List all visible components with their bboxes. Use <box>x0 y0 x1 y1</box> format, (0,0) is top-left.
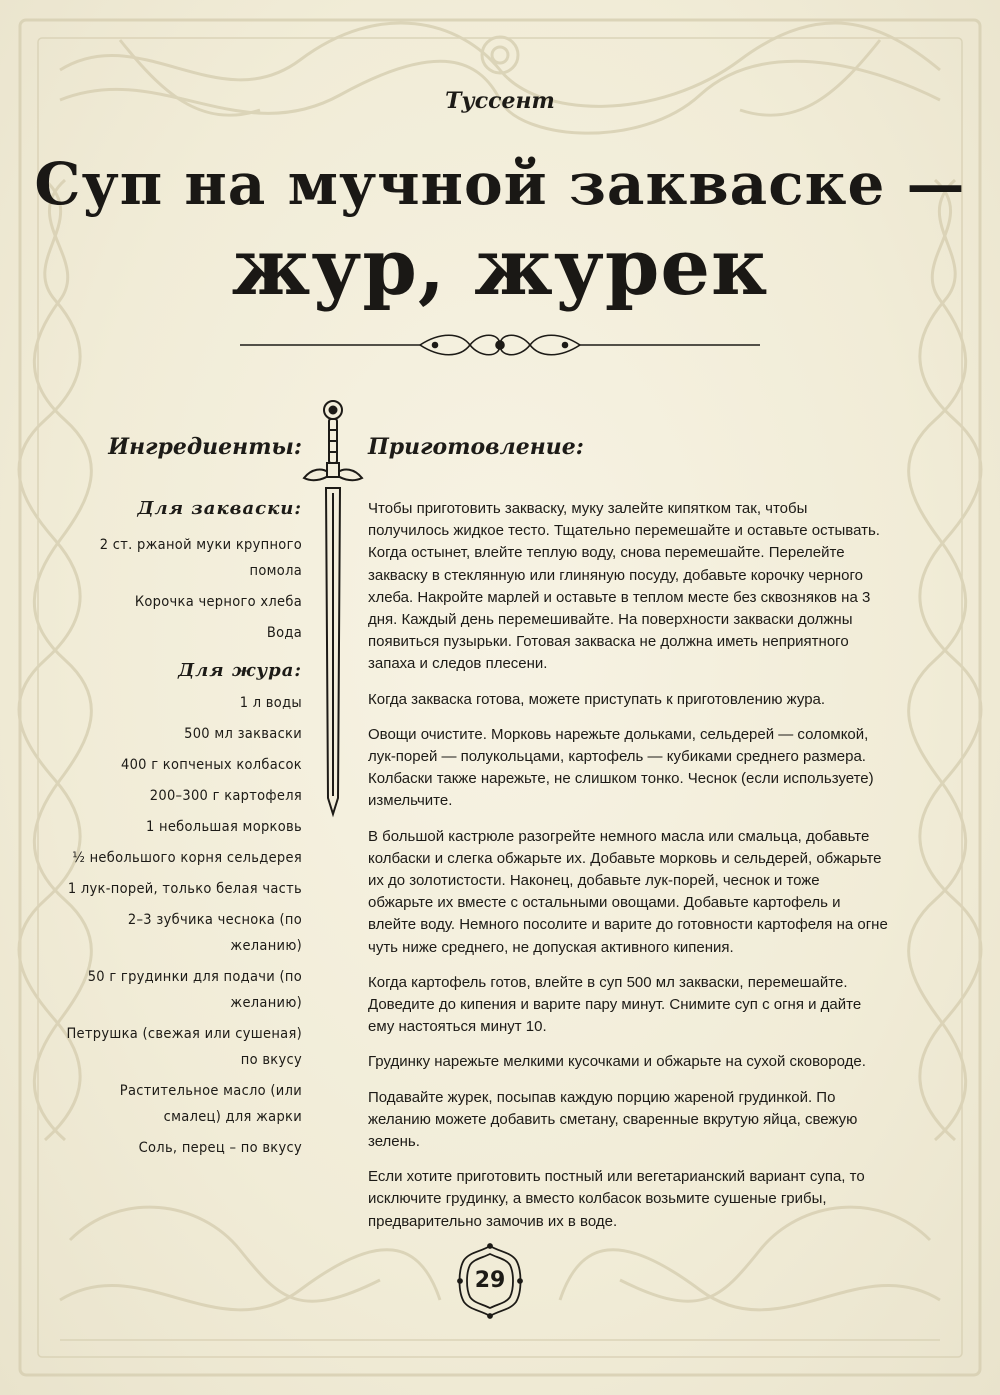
ingredient-item: ½ небольшого корня сельдерея <box>72 850 302 866</box>
ingredients-heading: Ингредиенты: <box>108 434 302 460</box>
recipe-title-line1: Суп на мучной закваске — <box>34 150 966 218</box>
ingredient-item: 1 лук-порей, только белая часть <box>67 881 302 897</box>
ingredient-item: 1 небольшая морковь <box>145 819 302 835</box>
preparation-step: Когда закваска готова, можете приступать к приготовлению жура. <box>368 690 826 708</box>
ingredient-item: 50 г грудинки для подачи (по желанию) <box>87 969 302 1011</box>
ingredient-item: 500 мл закваски <box>184 726 302 742</box>
preparation-step: Подавайте журек, посыпав каждую порцию жареной грудинкой. По желанию можете добавить сметану, сваренные вкрутую яйца, свежую зелень. <box>368 1088 858 1151</box>
ingredient-item: Соль, перец – по вкусу <box>138 1140 302 1156</box>
ingredient-item: Петрушка (свежая или сушеная) по вкусу <box>66 1026 302 1068</box>
section-tag: Туссент <box>445 88 555 114</box>
preparation-step: Овощи очистите. Морковь нарежьте дольками, сельдерей — соломкой, лук-порей — полукольцами, картофель — кубиками среднего размера. Колбаски также нарежьте, не слишком тонко. Чеснок (если используете) измельчите. <box>368 725 874 810</box>
preparation-step: Если хотите приготовить постный или вегетарианский вариант супа, то исключите грудинку, а вместо колбасок возьмите сушеные грибы, предварительно замочив их в воде. <box>368 1168 865 1230</box>
page-number: 29 <box>474 1268 506 1293</box>
title-divider-ornament <box>240 328 760 362</box>
ingredient-item: 2 ст. ржаной муки крупного помола <box>99 537 302 579</box>
preparation-step: Чтобы приготовить закваску, муку залейте кипятком так, чтобы получилось жидкое тесто. Тщательно перемешайте и оставьте остывать. Когда остынет, влейте теплую воду, снова перемешайте. Перелейте закваску в стеклянную или глиняную посуду, добавьте корочку черного хлеба. Накройте марлей и оставьте в теплом месте без сквозняков на 3 дня. Каждый день перемешивайте. На поверхности закваски должны появиться пузырьки. Готовая закваска не должна иметь неприятного запаха и следов плесени. <box>368 500 880 673</box>
ingredient-item: Вода <box>266 625 302 641</box>
ingredient-item: Корочка черного хлеба <box>134 594 302 610</box>
ingredient-item: 1 л воды <box>239 695 302 711</box>
sword-divider-icon <box>302 398 364 818</box>
preparation-column <box>368 432 888 1246</box>
starter-subheading: Для закваски: <box>137 498 302 519</box>
zhur-subheading: Для жура: <box>178 660 302 681</box>
ingredient-item: 400 г копченых колбасок <box>120 757 302 773</box>
preparation-step: В большой кастрюле разогрейте немного масла или смальца, добавьте колбаски и слегка обжарьте их. Добавьте морковь и сельдерей, обжарьте их до золотистости. Наконец, добавьте лук-порей, чеснок и тоже обжарьте их вместе с остальными овощами. Добавьте картофель и влейте воду. Немного посолите и варите до готовности картофеля на огне чуть ниже среднего, не допуская активного кипения. <box>368 827 888 956</box>
page-number-badge <box>456 1242 524 1320</box>
preparation-step: Грудинку нарежьте мелкими кусочками и обжарьте на сухой сковороде. <box>368 1053 866 1071</box>
ingredient-item: Растительное масло (или смалец) для жарки <box>119 1083 302 1125</box>
recipe-title-line2: жур, журек <box>231 222 769 313</box>
ingredients-column <box>60 432 302 1166</box>
preparation-heading: Приготовление: <box>368 434 584 460</box>
ingredient-item: 200–300 г картофеля <box>149 788 302 804</box>
preparation-step: Когда картофель готов, влейте в суп 500 мл закваски, перемешайте. Доведите до кипения и варите пару минут. Снимите суп с огня и дайте ему настояться минут 10. <box>368 973 862 1036</box>
ingredient-item: 2–3 зубчика чеснока (по желанию) <box>127 912 302 954</box>
